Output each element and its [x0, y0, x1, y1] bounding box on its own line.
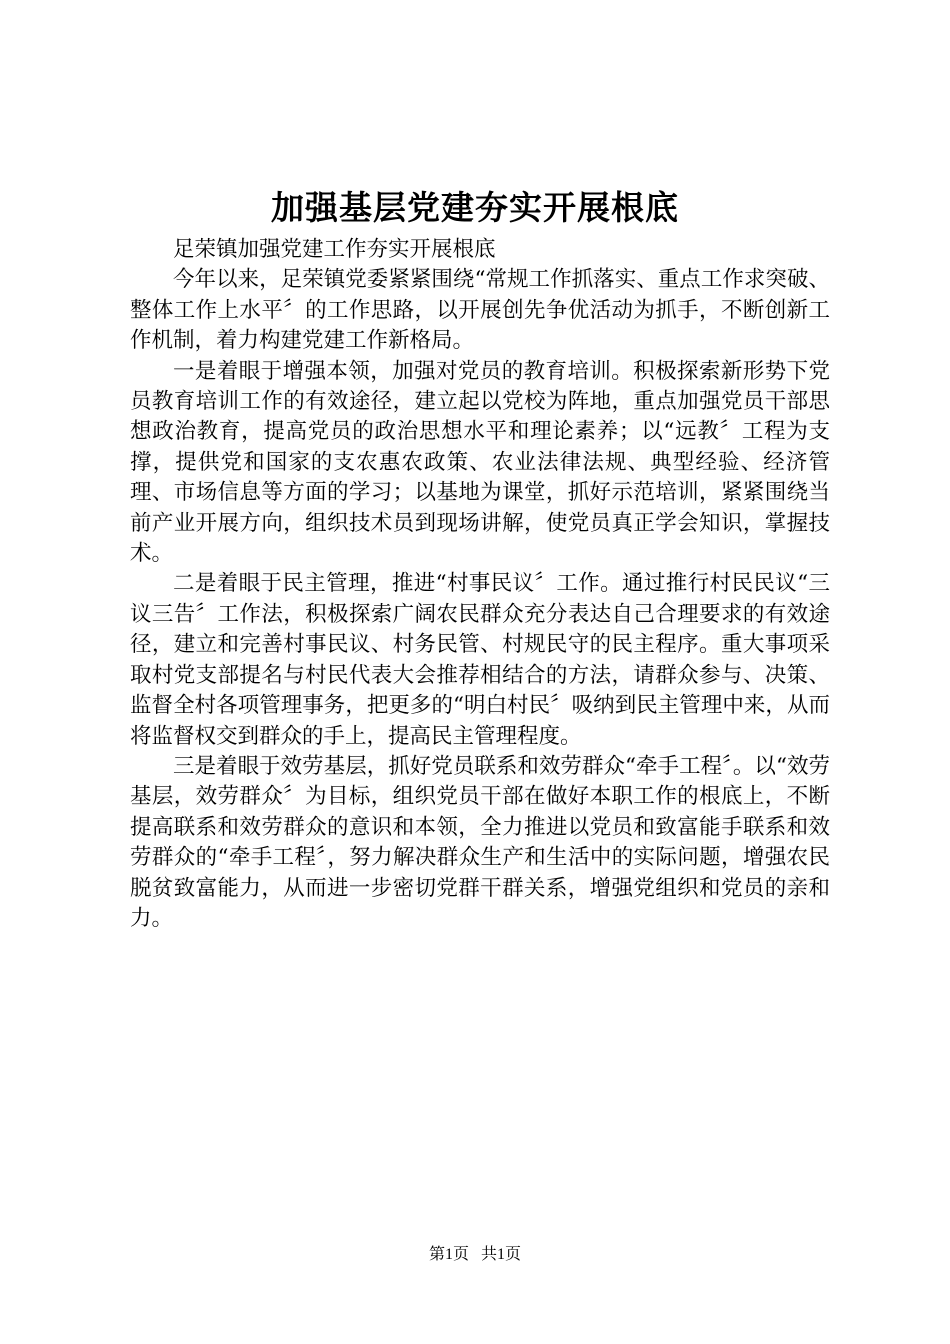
page-footer — [0, 1244, 950, 1266]
point-three-paragraph: 三是着眼于效劳基层，抓好党员联系和效劳群众“牵手工程〞。以“效劳基层，效劳群众〞为目标，组织党员干部在做好本职工作的根底上，不断提高联系和效劳群众的意识和本领，全力推进以党员和致富能手联系和效劳群众的“牵手工程〞，努力解决群众生产和生活中的实际问题，增强农民脱贫致富能力，从而进一步密切党群干群关系，增强党组织和党员的亲和力。 — [130, 753, 830, 931]
page-total: 共1页 — [481, 1246, 522, 1263]
point-one-paragraph: 一是着眼于增强本领，加强对党员的教育培训。积极探索新形势下党员教育培训工作的有效途径，建立起以党校为阵地，重点加强党员干部思想政治教育，提高党员的政治思想水平和理论素养；以“远教〞工程为支撑，提供党和国家的支农惠农政策、农业法律法规、典型经验、经济管理、市场信息等方面的学习；以基地为课堂，抓好示范培训，紧紧围绕当前产业开展方向，组织技术员到现场讲解，使党员真正学会知识，掌握技术。 — [130, 358, 830, 567]
subtitle-paragraph: 足荣镇加强党建工作夯实开展根底 — [173, 237, 496, 262]
page-number: 第1页 — [428, 1246, 469, 1263]
point-two-paragraph: 二是着眼于民主管理，推进“村事民议〞工作。通过推行村民民议“三议三告〞工作法，积极探索广阔农民群众充分表达自己合理要求的有效途径，建立和完善村事民议、村务民管、村规民守的民主程序。重大事项采取村党支部提名与村民代表大会推荐相结合的方法，请群众参与、决策、监督全村各项管理事务，把更多的“明白村民〞吸纳到民主管理中来，从而将监督权交到群众的手上，提高民主管理程度。 — [130, 571, 830, 749]
document-body — [130, 235, 830, 934]
intro-paragraph: 今年以来，足荣镇党委紧紧围绕“常规工作抓落实、重点工作求突破、整体工作上水平〞的工作思路，以开展创先争优活动为抓手，不断创新工作机制，着力构建党建工作新格局。 — [130, 267, 830, 354]
document-title: 加强基层党建夯实开展根底 — [271, 188, 679, 227]
